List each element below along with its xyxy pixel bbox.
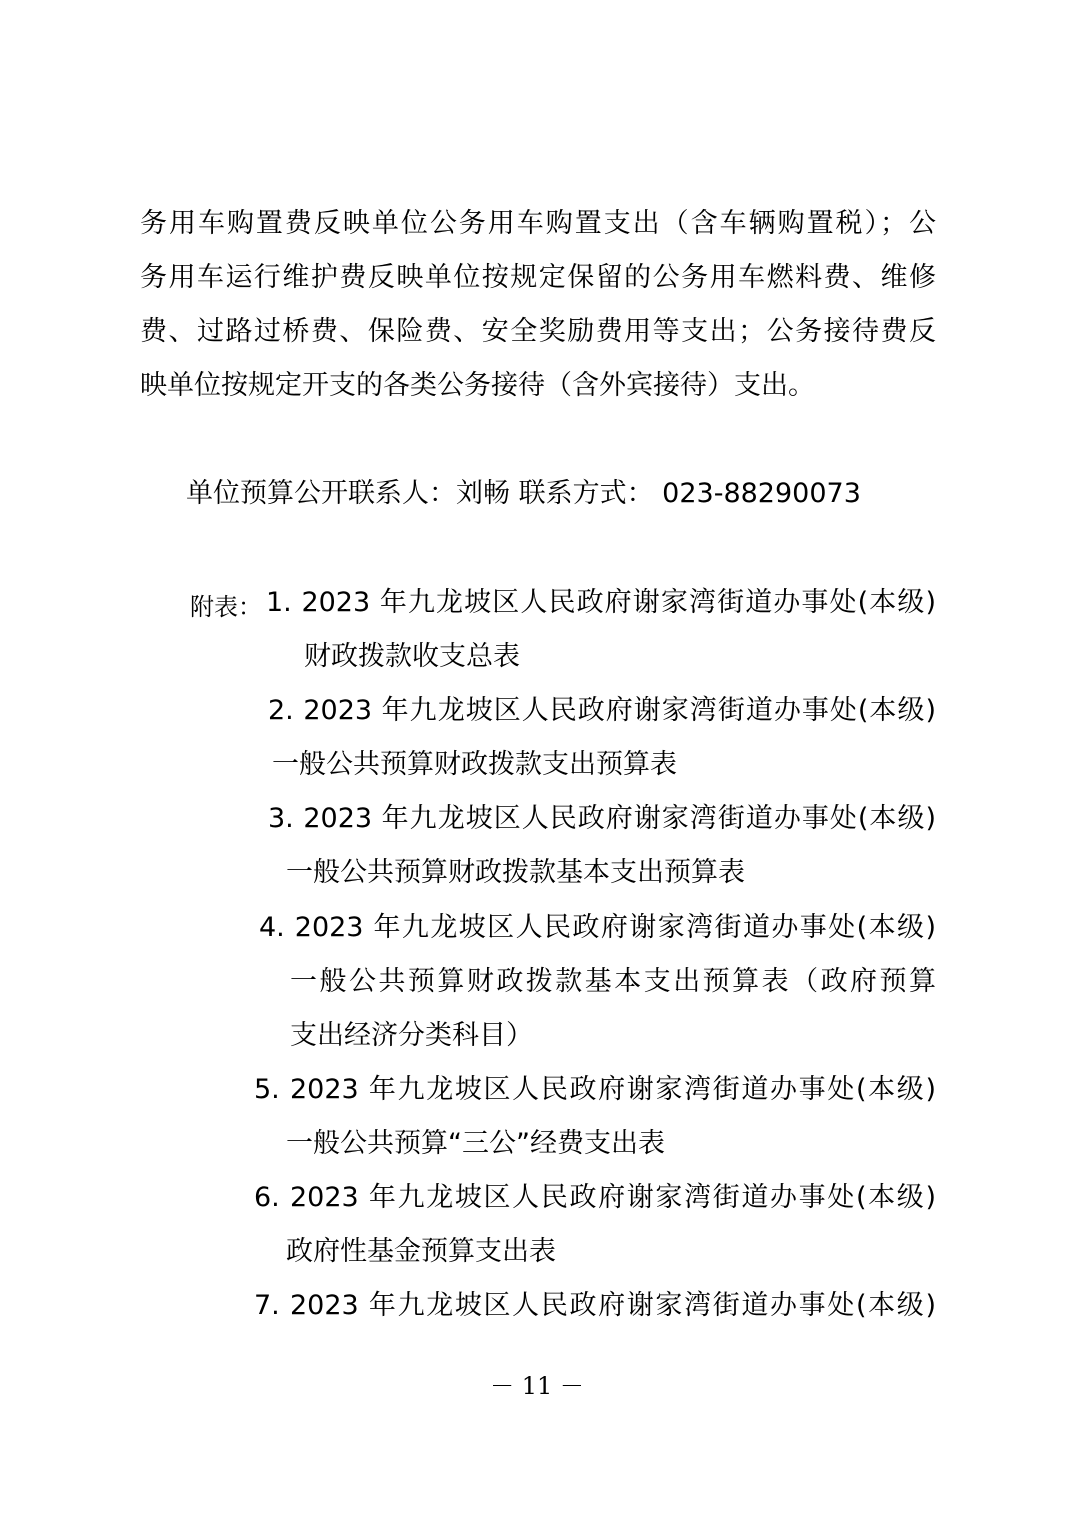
attachment-6-title: 6. 2023 年九龙坡区人民政府谢家湾街道办事处(本级)	[254, 1182, 936, 1213]
attachment-5-title: 5. 2023 年九龙坡区人民政府谢家湾街道办事处(本级)	[254, 1074, 936, 1105]
attachment-7-title: 7. 2023 年九龙坡区人民政府谢家湾街道办事处(本级)	[254, 1290, 936, 1321]
attachment-2-subtitle: 一般公共预算财政拨款支出预算表	[272, 749, 677, 780]
attachment-5-subtitle: 一般公共预算“三公”经费支出表	[286, 1128, 665, 1159]
attachment-2-title: 2. 2023 年九龙坡区人民政府谢家湾街道办事处(本级)	[268, 695, 936, 726]
attachment-4-title: 4. 2023 年九龙坡区人民政府谢家湾街道办事处(本级)	[259, 912, 936, 943]
attachments-label: 附表：	[190, 593, 262, 621]
attachment-1-title: 1. 2023 年九龙坡区人民政府谢家湾街道办事处(本级)	[266, 587, 936, 618]
paragraph-line-2: 务用车运行维护费反映单位按规定保留的公务用车燃料费、维修	[140, 262, 936, 293]
paragraph-line-1: 务用车购置费反映单位公务用车购置支出（含车辆购置税）；公	[140, 208, 936, 239]
attachment-4-subtitle-1: 一般公共预算财政拨款基本支出预算表（政府预算	[290, 966, 936, 997]
paragraph-line-3: 费、过路过桥费、保险费、安全奖励费用等支出；公务接待费反	[140, 316, 936, 347]
attachment-6-subtitle: 政府性基金预算支出表	[286, 1236, 556, 1267]
page-number: － 11 －	[490, 1372, 584, 1400]
attachment-1-subtitle: 财政拨款收支总表	[304, 641, 520, 672]
attachment-3-subtitle: 一般公共预算财政拨款基本支出预算表	[286, 857, 745, 888]
attachment-3-title: 3. 2023 年九龙坡区人民政府谢家湾街道办事处(本级)	[268, 803, 936, 834]
contact-line: 单位预算公开联系人：刘畅 联系方式： 023-88290073	[186, 478, 861, 509]
paragraph-line-4: 映单位按规定开支的各类公务接待（含外宾接待）支出。	[140, 370, 815, 401]
attachment-4-subtitle-2: 支出经济分类科目）	[290, 1020, 533, 1051]
